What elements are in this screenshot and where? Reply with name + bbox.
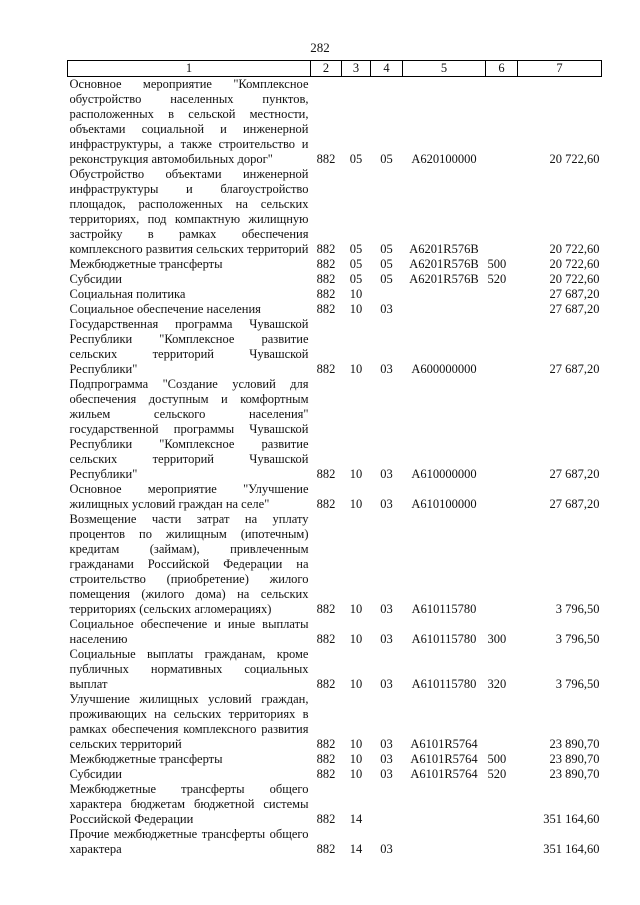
table-row: [68, 287, 602, 302]
cell-vr: 500: [487, 752, 507, 766]
cell-csr: А6201R576В: [409, 257, 479, 271]
header-col-7: 7: [518, 61, 602, 77]
cell-vr: 520: [487, 767, 507, 781]
cell-rz: 05: [349, 272, 363, 286]
page-number: 282: [310, 40, 330, 55]
cell-pr: 03: [380, 362, 393, 376]
cell-vr: 300: [487, 632, 507, 646]
cell-name: Субсидии: [69, 767, 122, 781]
cell-gr: 882: [316, 497, 336, 511]
cell-rz: 10: [349, 737, 363, 751]
cell-csr: А610000000: [411, 467, 477, 481]
table-row: [68, 512, 602, 617]
cell-csr: А620100000: [411, 152, 477, 166]
cell-gr: 882: [316, 362, 336, 376]
cell-csr: А6101R5764: [410, 767, 478, 781]
table-row: [68, 317, 602, 377]
cell-csr: А6101R5764: [410, 752, 478, 766]
table-row: [68, 617, 602, 647]
cell-pr: 03: [380, 497, 393, 511]
cell-rz: 14: [349, 842, 363, 856]
cell-name: Возмещение части затрат на уплату процентов по жилищным (ипотечным) кредитам (займам), привлеченным гражданами Российской Федерации на строительство (приобретение) жилого помещения (жилого дома) на сельских территориях (сельских агломерациях): [69, 512, 309, 616]
cell-name: Прочие межбюджетные трансферты общего характера: [69, 827, 309, 856]
cell-sum: 27 687,20: [549, 497, 600, 511]
cell-pr: 03: [380, 767, 393, 781]
cell-gr: 882: [316, 302, 336, 316]
cell-pr: 05: [380, 257, 393, 271]
cell-rz: 10: [349, 602, 363, 616]
cell-name: Межбюджетные трансферты общего характера бюджетам бюджетной системы Российской Федерации: [69, 782, 309, 826]
cell-sum: 27 687,20: [549, 362, 600, 376]
cell-sum: 3 796,50: [555, 677, 600, 691]
budget-table: [67, 60, 602, 857]
table-row: [68, 782, 602, 827]
cell-sum: 27 687,20: [549, 467, 600, 481]
cell-csr: [403, 782, 486, 827]
cell-rz: 10: [349, 287, 363, 301]
cell-rz: 10: [349, 752, 363, 766]
cell-sum: 23 890,70: [549, 767, 600, 781]
cell-vr: [486, 482, 518, 512]
cell-name: Социальное обеспечение и иные выплаты населению: [69, 617, 309, 646]
cell-pr: 05: [380, 242, 393, 256]
cell-csr: А610115780: [411, 602, 477, 616]
cell-vr: [486, 692, 518, 752]
table-row: [68, 692, 602, 752]
cell-name: Социальное обеспечение населения: [69, 302, 261, 316]
table-row: [68, 377, 602, 482]
cell-gr: 882: [316, 467, 336, 481]
table-row: [68, 482, 602, 512]
cell-pr: 03: [380, 677, 393, 691]
cell-vr: 320: [487, 677, 507, 691]
cell-rz: 14: [349, 812, 363, 826]
cell-gr: 882: [316, 677, 336, 691]
header-col-4: 4: [371, 61, 403, 77]
cell-rz: 10: [349, 632, 363, 646]
cell-rz: 05: [349, 242, 363, 256]
cell-sum: 351 164,60: [543, 842, 600, 856]
header-col-6: 6: [486, 61, 518, 77]
cell-gr: 882: [316, 842, 336, 856]
cell-vr: [486, 317, 518, 377]
cell-csr: А610115780: [411, 677, 477, 691]
cell-name: Государственная программа Чувашской Республики "Комплексное развитие сельских территорий Чувашской Республики": [69, 317, 309, 376]
cell-csr: А6101R5764: [410, 737, 478, 751]
table-row: [68, 647, 602, 692]
header-col-5: 5: [403, 61, 486, 77]
cell-vr: [486, 302, 518, 317]
table-row: [68, 272, 602, 287]
header-col-2: 2: [311, 61, 342, 77]
cell-csr: [403, 302, 486, 317]
cell-name: Социальные выплаты гражданам, кроме публичных нормативных социальных выплат: [69, 647, 309, 691]
table-row: [68, 167, 602, 257]
cell-gr: 882: [316, 767, 336, 781]
cell-name: Субсидии: [69, 272, 122, 286]
cell-rz: 10: [349, 497, 363, 511]
cell-csr: А610115780: [411, 632, 477, 646]
cell-csr: А6201R576В: [409, 272, 479, 286]
table-row: [68, 257, 602, 272]
cell-pr: 03: [380, 632, 393, 646]
cell-gr: 882: [316, 287, 336, 301]
table-header-row: [68, 61, 602, 77]
cell-gr: 882: [316, 632, 336, 646]
cell-sum: 3 796,50: [555, 602, 600, 616]
cell-gr: 882: [316, 737, 336, 751]
cell-sum: 27 687,20: [549, 302, 600, 316]
cell-name: Улучшение жилищных условий граждан, проживающих на сельских территориях в рамках обеспечения комплексного развития сельских территорий: [69, 692, 309, 751]
header-col-1: 1: [68, 61, 311, 77]
cell-csr: [403, 827, 486, 857]
table-row: [68, 752, 602, 767]
cell-name: Межбюджетные трансферты: [69, 752, 223, 766]
cell-vr: [486, 512, 518, 617]
cell-sum: 27 687,20: [549, 287, 600, 301]
cell-pr: 05: [380, 272, 393, 286]
cell-csr: А610100000: [411, 497, 477, 511]
cell-gr: 882: [316, 602, 336, 616]
cell-gr: 882: [316, 257, 336, 271]
cell-vr: [486, 77, 518, 168]
cell-pr: 03: [380, 467, 393, 481]
cell-vr: 500: [487, 257, 507, 271]
cell-pr: 03: [380, 752, 393, 766]
cell-sum: 23 890,70: [549, 752, 600, 766]
cell-name: Основное мероприятие "Комплексное обустройство населенных пунктов, расположенных в сельской местности, объектами социальной и инженерной инфраструктуры, а также строительство и реконструкция автомобильных дорог": [69, 77, 309, 166]
cell-sum: 23 890,70: [549, 737, 600, 751]
cell-sum: 3 796,50: [555, 632, 600, 646]
cell-gr: 882: [316, 752, 336, 766]
cell-name: Межбюджетные трансферты: [69, 257, 223, 271]
cell-pr: 03: [380, 602, 393, 616]
cell-csr: А600000000: [411, 362, 477, 376]
cell-name: Основное мероприятие "Улучшение жилищных условий граждан на селе": [69, 482, 309, 511]
cell-pr: 05: [380, 152, 393, 166]
cell-rz: 05: [349, 257, 363, 271]
cell-rz: 10: [349, 677, 363, 691]
cell-vr: [486, 377, 518, 482]
cell-pr: 03: [380, 842, 393, 856]
cell-name: Подпрограмма "Создание условий для обеспечения доступным и комфортным жильем сельского населения" государственной программы Чувашской Республики "Комплексное развитие сельских территорий Чувашской Республики": [69, 377, 309, 481]
table-row: [68, 767, 602, 782]
cell-rz: 05: [349, 152, 363, 166]
cell-sum: 20 722,60: [549, 242, 600, 256]
cell-sum: 20 722,60: [549, 152, 600, 166]
cell-sum: 351 164,60: [543, 812, 600, 826]
cell-rz: 10: [349, 467, 363, 481]
cell-sum: 20 722,60: [549, 257, 600, 271]
table-row: [68, 827, 602, 857]
cell-pr: [371, 782, 403, 827]
table-row: [68, 77, 602, 168]
cell-name: Социальная политика: [69, 287, 186, 301]
cell-sum: 20 722,60: [549, 272, 600, 286]
cell-gr: 882: [316, 812, 336, 826]
cell-vr: [486, 287, 518, 302]
cell-rz: 10: [349, 302, 363, 316]
cell-name: Обустройство объектами инженерной инфраструктуры и благоустройство площадок, расположенных на сельских территориях, под компактную жилищную застройку в рамках обеспечения комплексного развития сельских территорий: [69, 167, 309, 256]
cell-vr: [486, 827, 518, 857]
cell-pr: 03: [380, 302, 393, 316]
cell-csr: [403, 287, 486, 302]
cell-vr: 520: [487, 272, 507, 286]
table-row: [68, 302, 602, 317]
header-col-3: 3: [342, 61, 371, 77]
cell-csr: А6201R576В: [409, 242, 479, 256]
cell-gr: 882: [316, 272, 336, 286]
cell-pr: 03: [380, 737, 393, 751]
cell-gr: 882: [316, 242, 336, 256]
cell-pr: [371, 287, 403, 302]
cell-vr: [486, 167, 518, 257]
cell-gr: 882: [316, 152, 336, 166]
cell-rz: 10: [349, 767, 363, 781]
cell-rz: 10: [349, 362, 363, 376]
cell-vr: [486, 782, 518, 827]
